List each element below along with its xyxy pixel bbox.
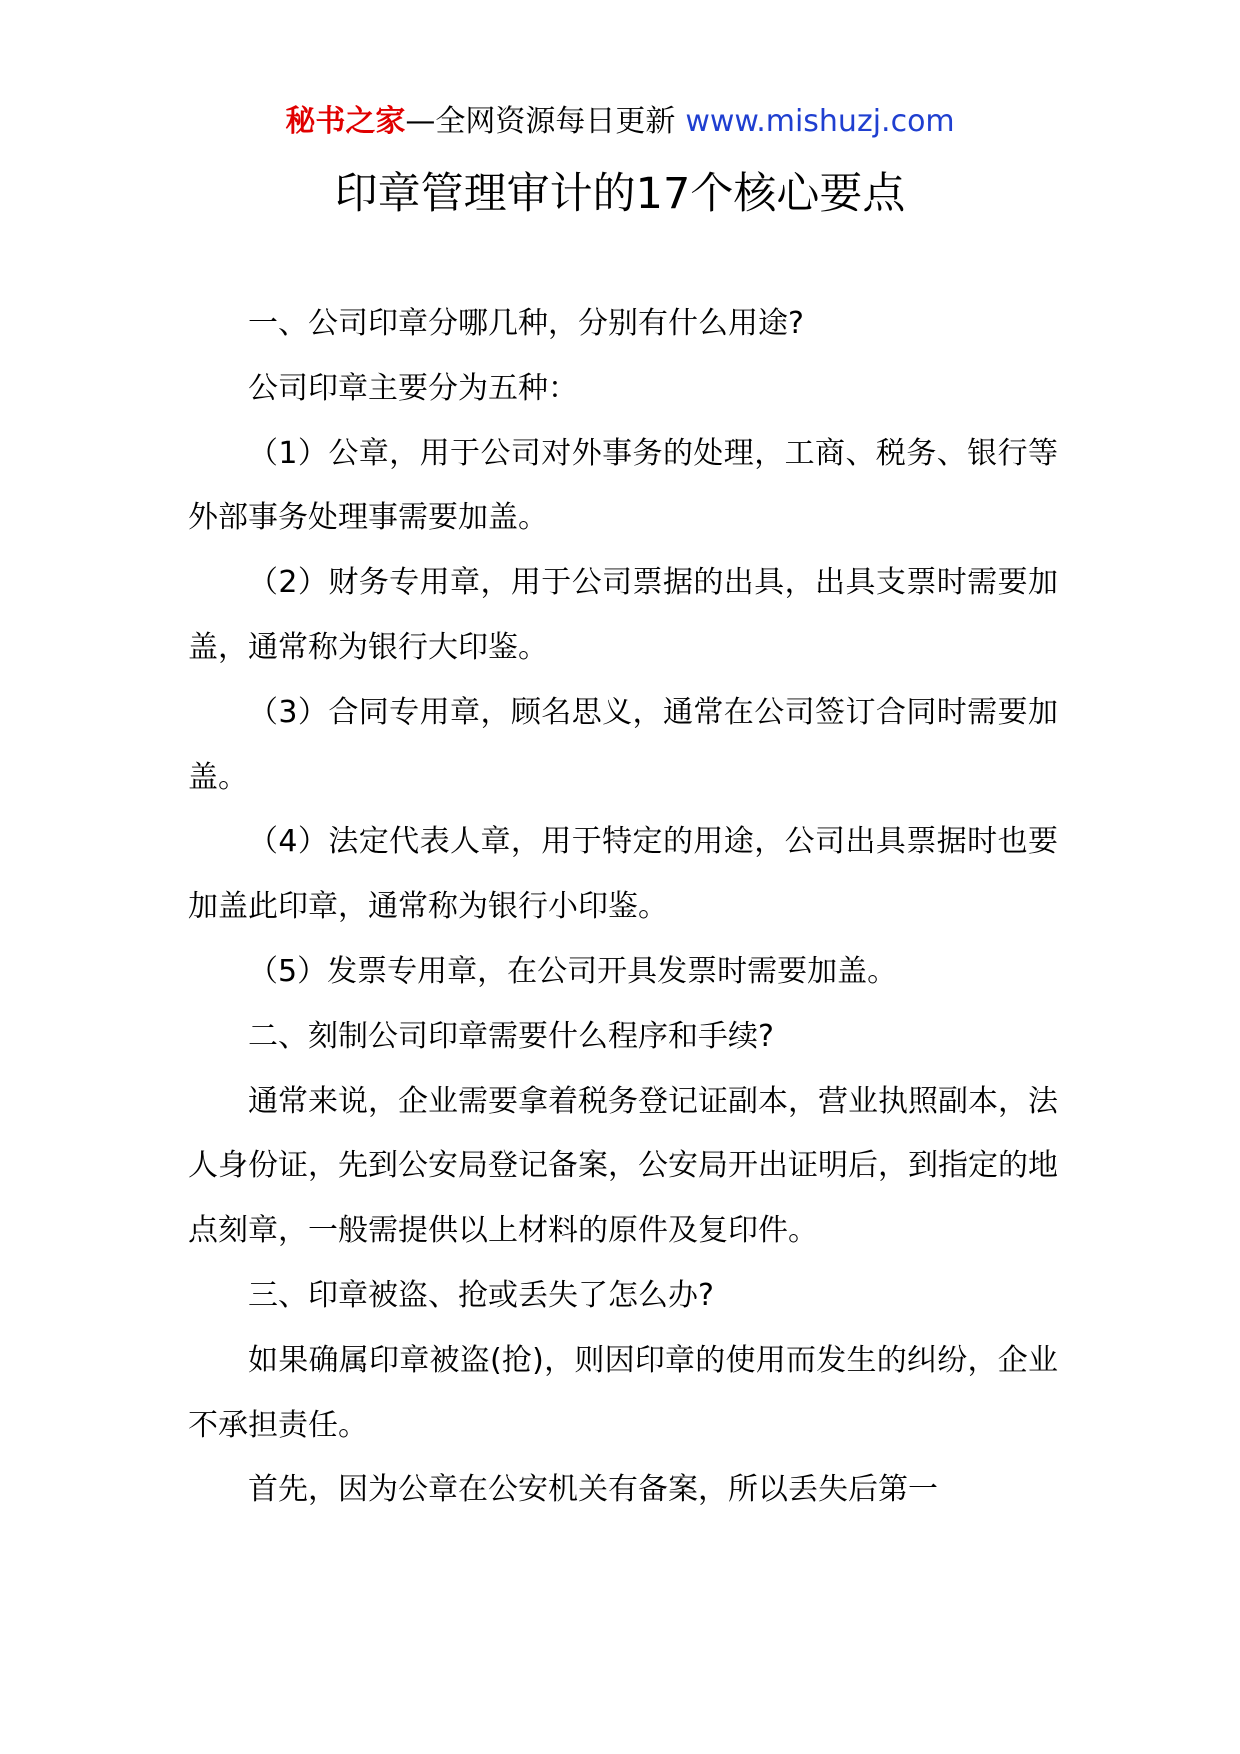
paragraph: 通常来说，企业需要拿着税务登记证副本，营业执照副本，法人身份证，先到公安局登记备案，公安局开出证明后，到指定的地点刻章，一般需提供以上材料的原件及复印件。 [188, 1083, 1058, 1249]
list-item-1: （1）公章，用于公司对外事务的处理，工商、税务、银行等外部事务处理事需要加盖。 [188, 435, 1058, 536]
heading-3: 三、印章被盗、抢或丢失了怎么办? [248, 1277, 714, 1313]
list-item-2: （2）财务专用章，用于公司票据的出具，出具支票时需要加盖，通常称为银行大印鉴。 [188, 565, 1058, 665]
header-slogan: —全网资源每日更新 [405, 104, 676, 139]
heading-2: 二、刻制公司印章需要什么程序和手续? [248, 1018, 774, 1054]
document-title: 印章管理审计的17个核心要点 [334, 169, 906, 219]
paragraph: 首先，因为公章在公安机关有备案，所以丢失后第一 [248, 1472, 938, 1508]
brand-name: 秘书之家 [285, 104, 406, 139]
list-item-4: （4）法定代表人章，用于特定的用途，公司出具票据时也要加盖此印章，通常称为银行小印鉴。 [188, 824, 1058, 925]
heading-1: 一、公司印章分哪几种，分别有什么用途? [248, 306, 804, 341]
document-body [188, 292, 1058, 1523]
page-header [0, 100, 1240, 144]
paragraph: 公司印章主要分为五种： [248, 370, 578, 406]
website-link[interactable]: www.mishuzj.com [685, 104, 955, 139]
paragraph: 如果确属印章被盗(抢)，则因印章的使用而发生的纠纷，企业不承担责任。 [188, 1342, 1058, 1443]
list-item-3: （3）合同专用章，顾名思义，通常在公司签订合同时需要加盖。 [188, 694, 1058, 795]
list-item-5: （5）发票专用章，在公司开具发票时需要加盖。 [248, 953, 898, 989]
